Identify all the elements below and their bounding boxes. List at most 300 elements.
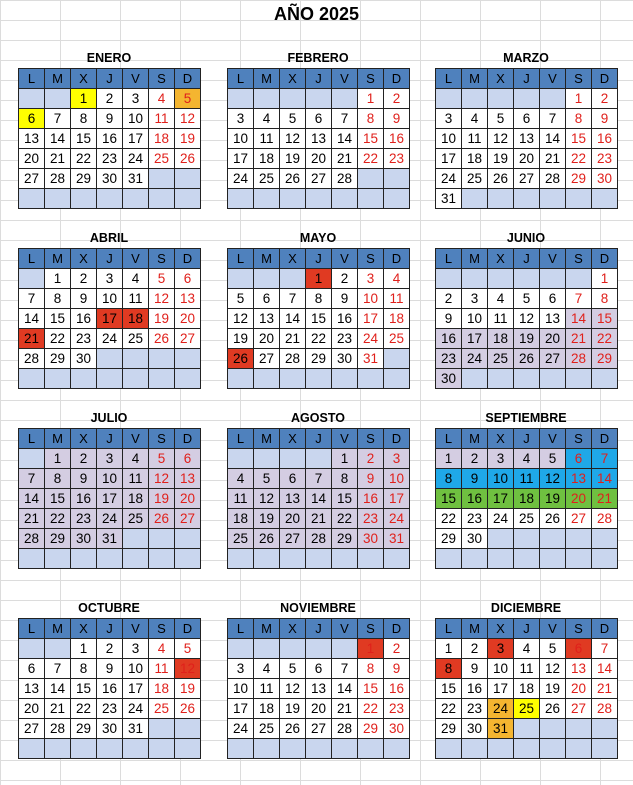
day-cell: 31 (123, 719, 149, 739)
empty-cell (71, 739, 97, 759)
day-cell: 13 (175, 469, 201, 489)
day-cell: 11 (488, 309, 514, 329)
empty-cell (332, 639, 358, 659)
day-cell: 29 (45, 529, 71, 549)
empty-cell (254, 89, 280, 109)
day-cell: 18 (123, 309, 149, 329)
empty-cell (436, 269, 462, 289)
weekday-header: D (175, 249, 201, 269)
weekday-header: V (123, 619, 149, 639)
day-cell: 24 (123, 149, 149, 169)
day-cell: 15 (358, 679, 384, 699)
day-cell: 1 (71, 89, 97, 109)
day-cell: 16 (436, 329, 462, 349)
day-cell: 28 (332, 169, 358, 189)
empty-cell (540, 739, 566, 759)
day-cell: 3 (123, 89, 149, 109)
day-cell: 17 (228, 699, 254, 719)
empty-cell (332, 189, 358, 209)
empty-cell (514, 529, 540, 549)
day-cell: 13 (540, 309, 566, 329)
day-cell: 8 (436, 469, 462, 489)
day-cell: 16 (462, 679, 488, 699)
empty-cell (592, 719, 618, 739)
day-cell: 10 (228, 679, 254, 699)
day-cell: 16 (358, 489, 384, 509)
day-cell: 8 (358, 659, 384, 679)
day-cell: 26 (175, 699, 201, 719)
day-cell: 18 (149, 679, 175, 699)
month-name: ABRIL (89, 231, 129, 245)
weekday-header: V (332, 429, 358, 449)
month-grid (227, 68, 410, 209)
empty-cell (19, 549, 45, 569)
month-name: SEPTIEMBRE (485, 411, 567, 425)
weekday-header: J (97, 69, 123, 89)
day-cell: 4 (488, 289, 514, 309)
day-cell: 18 (514, 489, 540, 509)
day-cell: 6 (566, 449, 592, 469)
day-cell: 19 (488, 149, 514, 169)
day-cell: 13 (175, 289, 201, 309)
day-cell: 5 (514, 289, 540, 309)
day-cell: 18 (254, 149, 280, 169)
day-cell: 16 (97, 129, 123, 149)
day-cell: 2 (97, 89, 123, 109)
day-cell: 27 (566, 509, 592, 529)
day-cell: 24 (228, 719, 254, 739)
empty-cell (306, 89, 332, 109)
day-cell: 17 (97, 309, 123, 329)
day-cell: 5 (149, 269, 175, 289)
day-cell: 26 (149, 329, 175, 349)
day-cell: 4 (514, 449, 540, 469)
weekday-header: M (45, 69, 71, 89)
day-cell: 29 (566, 169, 592, 189)
empty-cell (280, 369, 306, 389)
day-cell: 25 (462, 169, 488, 189)
empty-cell (514, 549, 540, 569)
empty-cell (254, 739, 280, 759)
day-cell: 19 (175, 129, 201, 149)
day-cell: 8 (71, 659, 97, 679)
day-cell: 13 (306, 679, 332, 699)
day-cell: 15 (45, 489, 71, 509)
month-diciembre (435, 598, 617, 759)
day-cell: 28 (306, 529, 332, 549)
month-name: MARZO (503, 51, 549, 65)
day-cell: 1 (566, 89, 592, 109)
month-abril (18, 228, 200, 389)
day-cell: 22 (358, 699, 384, 719)
empty-cell (462, 89, 488, 109)
day-cell: 30 (462, 719, 488, 739)
day-cell: 6 (175, 269, 201, 289)
day-cell: 14 (592, 469, 618, 489)
day-cell: 26 (149, 509, 175, 529)
empty-cell (592, 369, 618, 389)
day-cell: 25 (384, 329, 410, 349)
day-cell: 7 (332, 109, 358, 129)
day-cell: 9 (358, 469, 384, 489)
empty-cell (306, 369, 332, 389)
day-cell: 30 (358, 529, 384, 549)
empty-cell (488, 549, 514, 569)
day-cell: 22 (436, 509, 462, 529)
day-cell: 7 (45, 659, 71, 679)
day-cell: 14 (45, 679, 71, 699)
weekday-header: M (45, 249, 71, 269)
day-cell: 31 (97, 529, 123, 549)
day-cell: 21 (592, 489, 618, 509)
empty-cell (71, 549, 97, 569)
day-cell: 14 (45, 129, 71, 149)
empty-cell (45, 549, 71, 569)
empty-cell (436, 549, 462, 569)
day-cell: 8 (306, 289, 332, 309)
day-cell: 17 (123, 679, 149, 699)
day-cell: 15 (358, 129, 384, 149)
day-cell: 10 (436, 129, 462, 149)
month-grid (435, 618, 618, 759)
day-cell: 9 (462, 659, 488, 679)
day-cell: 1 (45, 269, 71, 289)
day-cell: 4 (254, 659, 280, 679)
weekday-header: D (384, 619, 410, 639)
empty-cell (514, 369, 540, 389)
weekday-header: J (306, 429, 332, 449)
empty-cell (488, 89, 514, 109)
day-cell: 18 (514, 679, 540, 699)
day-cell: 23 (384, 699, 410, 719)
empty-cell (488, 269, 514, 289)
empty-cell (514, 189, 540, 209)
empty-cell (149, 369, 175, 389)
day-cell: 16 (71, 489, 97, 509)
day-cell: 21 (280, 329, 306, 349)
empty-cell (488, 739, 514, 759)
day-cell: 21 (592, 679, 618, 699)
day-cell: 16 (462, 489, 488, 509)
month-junio (435, 228, 617, 389)
day-cell: 30 (592, 169, 618, 189)
empty-cell (462, 269, 488, 289)
day-cell: 17 (358, 309, 384, 329)
weekday-header: V (123, 429, 149, 449)
weekday-header: D (592, 429, 618, 449)
weekday-header: M (45, 619, 71, 639)
empty-cell (175, 189, 201, 209)
day-cell: 4 (462, 109, 488, 129)
day-cell: 13 (280, 489, 306, 509)
empty-cell (462, 189, 488, 209)
empty-cell (540, 549, 566, 569)
weekday-header: L (228, 69, 254, 89)
month-name: JUNIO (506, 231, 546, 245)
day-cell: 12 (514, 309, 540, 329)
day-cell: 1 (306, 269, 332, 289)
weekday-header: L (228, 429, 254, 449)
day-cell: 6 (19, 109, 45, 129)
day-cell: 3 (384, 449, 410, 469)
day-cell: 23 (97, 699, 123, 719)
empty-cell (358, 169, 384, 189)
day-cell: 26 (228, 349, 254, 369)
day-cell: 21 (45, 699, 71, 719)
day-cell: 29 (306, 349, 332, 369)
weekday-header: X (488, 619, 514, 639)
empty-cell (97, 549, 123, 569)
day-cell: 26 (175, 149, 201, 169)
day-cell: 6 (514, 109, 540, 129)
day-cell: 27 (514, 169, 540, 189)
empty-cell (228, 739, 254, 759)
weekday-header: L (228, 619, 254, 639)
day-cell: 13 (514, 129, 540, 149)
empty-cell (566, 369, 592, 389)
day-cell: 10 (384, 469, 410, 489)
empty-cell (358, 739, 384, 759)
empty-cell (514, 739, 540, 759)
weekday-header: J (514, 69, 540, 89)
day-cell: 5 (488, 109, 514, 129)
day-cell: 17 (228, 149, 254, 169)
empty-cell (254, 269, 280, 289)
empty-cell (566, 549, 592, 569)
empty-cell (592, 549, 618, 569)
day-cell: 7 (566, 289, 592, 309)
weekday-header: D (592, 69, 618, 89)
day-cell: 23 (462, 699, 488, 719)
day-cell: 10 (228, 129, 254, 149)
weekday-header: D (175, 69, 201, 89)
empty-cell (332, 549, 358, 569)
day-cell: 2 (462, 639, 488, 659)
month-grid (227, 428, 410, 569)
weekday-header: V (332, 69, 358, 89)
day-cell: 1 (45, 449, 71, 469)
day-cell: 3 (228, 109, 254, 129)
weekday-header: M (462, 429, 488, 449)
month-grid (227, 248, 410, 389)
day-cell: 1 (436, 449, 462, 469)
weekday-header: J (514, 619, 540, 639)
empty-cell (488, 189, 514, 209)
weekday-header: J (306, 619, 332, 639)
empty-cell (332, 89, 358, 109)
weekday-header: D (384, 69, 410, 89)
day-cell: 9 (97, 109, 123, 129)
day-cell: 30 (71, 349, 97, 369)
day-cell: 1 (332, 449, 358, 469)
day-cell: 12 (280, 129, 306, 149)
day-cell: 23 (358, 509, 384, 529)
day-cell: 10 (358, 289, 384, 309)
day-cell: 5 (175, 89, 201, 109)
day-cell: 8 (436, 659, 462, 679)
day-cell: 9 (592, 109, 618, 129)
day-cell: 14 (332, 129, 358, 149)
day-cell: 15 (45, 309, 71, 329)
day-cell: 7 (332, 659, 358, 679)
day-cell: 27 (280, 529, 306, 549)
day-cell: 27 (566, 699, 592, 719)
day-cell: 30 (332, 349, 358, 369)
weekday-header: J (97, 249, 123, 269)
weekday-header: L (19, 69, 45, 89)
day-cell: 28 (332, 719, 358, 739)
day-cell: 14 (540, 129, 566, 149)
day-cell: 6 (254, 289, 280, 309)
month-grid (18, 248, 201, 389)
weekday-header: D (175, 619, 201, 639)
day-cell: 1 (592, 269, 618, 289)
empty-cell (540, 369, 566, 389)
month-name: JULIO (90, 411, 128, 425)
weekday-header: L (436, 429, 462, 449)
month-name: OCTUBRE (78, 601, 140, 615)
day-cell: 19 (540, 489, 566, 509)
weekday-header: V (540, 69, 566, 89)
weekday-header: J (514, 249, 540, 269)
day-cell: 15 (566, 129, 592, 149)
day-cell: 15 (436, 679, 462, 699)
weekday-header: S (566, 619, 592, 639)
weekday-header: L (436, 69, 462, 89)
day-cell: 25 (123, 329, 149, 349)
empty-cell (149, 189, 175, 209)
day-cell: 5 (228, 289, 254, 309)
day-cell: 21 (566, 329, 592, 349)
empty-cell (228, 549, 254, 569)
weekday-header: L (19, 429, 45, 449)
day-cell: 11 (384, 289, 410, 309)
weekday-header: X (280, 619, 306, 639)
empty-cell (462, 739, 488, 759)
empty-cell (19, 739, 45, 759)
month-grid (435, 68, 618, 209)
empty-cell (280, 549, 306, 569)
empty-cell (123, 739, 149, 759)
day-cell: 18 (462, 149, 488, 169)
weekday-header: M (462, 69, 488, 89)
day-cell: 7 (19, 289, 45, 309)
day-cell: 30 (97, 719, 123, 739)
empty-cell (384, 189, 410, 209)
day-cell: 2 (332, 269, 358, 289)
day-cell: 5 (280, 109, 306, 129)
day-cell: 5 (540, 449, 566, 469)
day-cell: 20 (280, 509, 306, 529)
day-cell: 30 (97, 169, 123, 189)
day-cell: 20 (306, 699, 332, 719)
day-cell: 24 (488, 509, 514, 529)
day-cell: 5 (254, 469, 280, 489)
empty-cell (566, 719, 592, 739)
day-cell: 1 (71, 639, 97, 659)
day-cell: 29 (71, 169, 97, 189)
day-cell: 12 (149, 469, 175, 489)
day-cell: 30 (384, 719, 410, 739)
day-cell: 29 (45, 349, 71, 369)
day-cell: 28 (19, 349, 45, 369)
day-cell: 17 (436, 149, 462, 169)
day-cell: 20 (514, 149, 540, 169)
day-cell: 9 (71, 289, 97, 309)
day-cell: 29 (592, 349, 618, 369)
weekday-header: X (280, 249, 306, 269)
day-cell: 12 (540, 469, 566, 489)
day-cell: 16 (592, 129, 618, 149)
day-cell: 28 (45, 169, 71, 189)
day-cell: 10 (123, 659, 149, 679)
empty-cell (566, 739, 592, 759)
day-cell: 8 (45, 469, 71, 489)
weekday-header: X (71, 249, 97, 269)
empty-cell (540, 89, 566, 109)
day-cell: 18 (488, 329, 514, 349)
day-cell: 2 (97, 639, 123, 659)
day-cell: 4 (123, 449, 149, 469)
day-cell: 3 (358, 269, 384, 289)
day-cell: 22 (332, 509, 358, 529)
day-cell: 28 (566, 349, 592, 369)
month-septiembre (435, 408, 617, 569)
day-cell: 27 (254, 349, 280, 369)
day-cell: 8 (566, 109, 592, 129)
weekday-header: S (358, 619, 384, 639)
day-cell: 22 (436, 699, 462, 719)
day-cell: 28 (19, 529, 45, 549)
day-cell: 25 (254, 719, 280, 739)
empty-cell (175, 529, 201, 549)
empty-cell (488, 529, 514, 549)
day-cell: 3 (488, 639, 514, 659)
day-cell: 23 (71, 329, 97, 349)
weekday-header: X (71, 619, 97, 639)
day-cell: 11 (254, 129, 280, 149)
day-cell: 12 (175, 659, 201, 679)
day-cell: 28 (592, 509, 618, 529)
day-cell: 4 (384, 269, 410, 289)
empty-cell (566, 529, 592, 549)
day-cell: 12 (488, 129, 514, 149)
day-cell: 27 (306, 719, 332, 739)
day-cell: 4 (514, 639, 540, 659)
day-cell: 31 (436, 189, 462, 209)
day-cell: 20 (19, 699, 45, 719)
day-cell: 28 (280, 349, 306, 369)
day-cell: 17 (488, 679, 514, 699)
day-cell: 20 (19, 149, 45, 169)
day-cell: 12 (175, 109, 201, 129)
weekday-header: X (488, 429, 514, 449)
day-cell: 8 (592, 289, 618, 309)
day-cell: 13 (566, 659, 592, 679)
day-cell: 16 (97, 679, 123, 699)
day-cell: 15 (71, 679, 97, 699)
month-grid (18, 428, 201, 569)
empty-cell (384, 549, 410, 569)
day-cell: 26 (280, 719, 306, 739)
empty-cell (436, 739, 462, 759)
day-cell: 30 (462, 529, 488, 549)
day-cell: 26 (514, 349, 540, 369)
day-cell: 5 (175, 639, 201, 659)
empty-cell (19, 189, 45, 209)
day-cell: 11 (123, 469, 149, 489)
empty-cell (97, 369, 123, 389)
